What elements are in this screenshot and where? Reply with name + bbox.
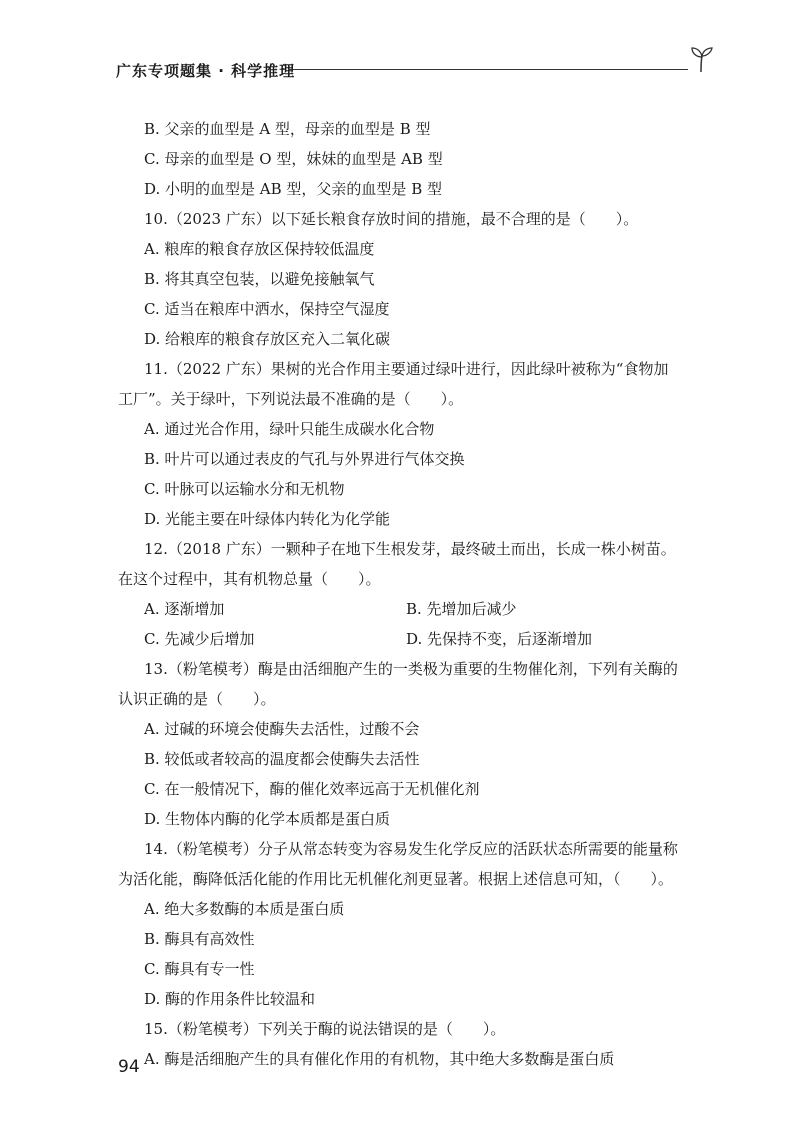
option-10a: A. 粮库的粮食存放区保持较低温度 xyxy=(144,240,375,258)
option-15a: A. 酶是活细胞产生的具有催化作用的有机物，其中绝大多数酶是蛋白质 xyxy=(144,1050,615,1068)
question-11-line-2: 工厂”。关于绿叶，下列说法最不准确的是（ ）。 xyxy=(118,390,464,408)
sprout-icon xyxy=(686,44,716,74)
option-11b: B. 叶片可以通过表皮的气孔与外界进行气体交换 xyxy=(144,450,465,468)
option-12d: D. 先保持不变，后逐渐增加 xyxy=(406,630,593,648)
header-rule xyxy=(288,69,688,70)
question-11-line-1: 11.（2022 广东）果树的光合作用主要通过绿叶进行，因此绿叶被称为“食物加 xyxy=(144,360,669,378)
option-14a: A. 绝大多数酶的本质是蛋白质 xyxy=(144,900,345,918)
option-13d: D. 生物体内酶的化学本质都是蛋白质 xyxy=(144,810,391,828)
running-header xyxy=(116,58,716,84)
option-9c: C. 母亲的血型是 O 型，妹妹的血型是 AB 型 xyxy=(144,150,443,168)
option-12c: C. 先减少后增加 xyxy=(144,630,255,648)
header-title: 广东专项题集 · 科学推理 xyxy=(116,62,296,80)
option-13c: C. 在一般情况下，酶的催化效率远高于无机催化剂 xyxy=(144,780,480,798)
question-10: 10.（2023 广东）以下延长粮食存放时间的措施，最不合理的是（ ）。 xyxy=(144,210,639,228)
options-12-row-2 xyxy=(118,624,718,654)
question-12-line-2: 在这个过程中，其有机物总量（ ）。 xyxy=(118,570,381,588)
option-14b: B. 酶具有高效性 xyxy=(144,930,255,948)
page-number: 94 xyxy=(118,1057,140,1077)
option-10d: D. 给粮库的粮食存放区充入二氧化碳 xyxy=(144,330,391,348)
option-9b: B. 父亲的血型是 A 型，母亲的血型是 B 型 xyxy=(144,120,431,138)
question-12-line-1: 12.（2018 广东）一颗种子在地下生根发芽，最终破土而出，长成一株小树苗。 xyxy=(144,540,676,558)
question-14-line-2: 为活化能，酶降低活化能的作用比无机催化剂更显著。根据上述信息可知，（ ）。 xyxy=(118,870,674,888)
question-13-line-1: 13.（粉笔模考）酶是由活细胞产生的一类极为重要的生物催化剂，下列有关酶的 xyxy=(144,660,678,678)
options-12-row-1 xyxy=(118,594,718,624)
option-14c: C. 酶具有专一性 xyxy=(144,960,255,978)
question-14-line-1: 14.（粉笔模考）分子从常态转变为容易发生化学反应的活跃状态所需要的能量称 xyxy=(144,840,678,858)
option-11c: C. 叶脉可以运输水分和无机物 xyxy=(144,480,345,498)
option-11a: A. 通过光合作用，绿叶只能生成碳水化合物 xyxy=(144,420,435,438)
question-content xyxy=(118,114,718,1074)
option-10b: B. 将其真空包装，以避免接触氧气 xyxy=(144,270,375,288)
option-14d: D. 酶的作用条件比较温和 xyxy=(144,990,316,1008)
option-11d: D. 光能主要在叶绿体内转化为化学能 xyxy=(144,510,391,528)
option-10c: C. 适当在粮库中洒水，保持空气湿度 xyxy=(144,300,390,318)
option-13a: A. 过碱的环境会使酶失去活性，过酸不会 xyxy=(144,720,420,738)
question-13-line-2: 认识正确的是（ ）。 xyxy=(118,690,276,708)
question-15: 15.（粉笔模考）下列关于酶的说法错误的是（ ）。 xyxy=(144,1020,506,1038)
option-9d: D. 小明的血型是 AB 型，父亲的血型是 B 型 xyxy=(144,180,442,198)
option-13b: B. 较低或者较高的温度都会使酶失去活性 xyxy=(144,750,420,768)
option-12a: A. 逐渐增加 xyxy=(144,600,225,618)
option-12b: B. 先增加后减少 xyxy=(406,600,517,618)
